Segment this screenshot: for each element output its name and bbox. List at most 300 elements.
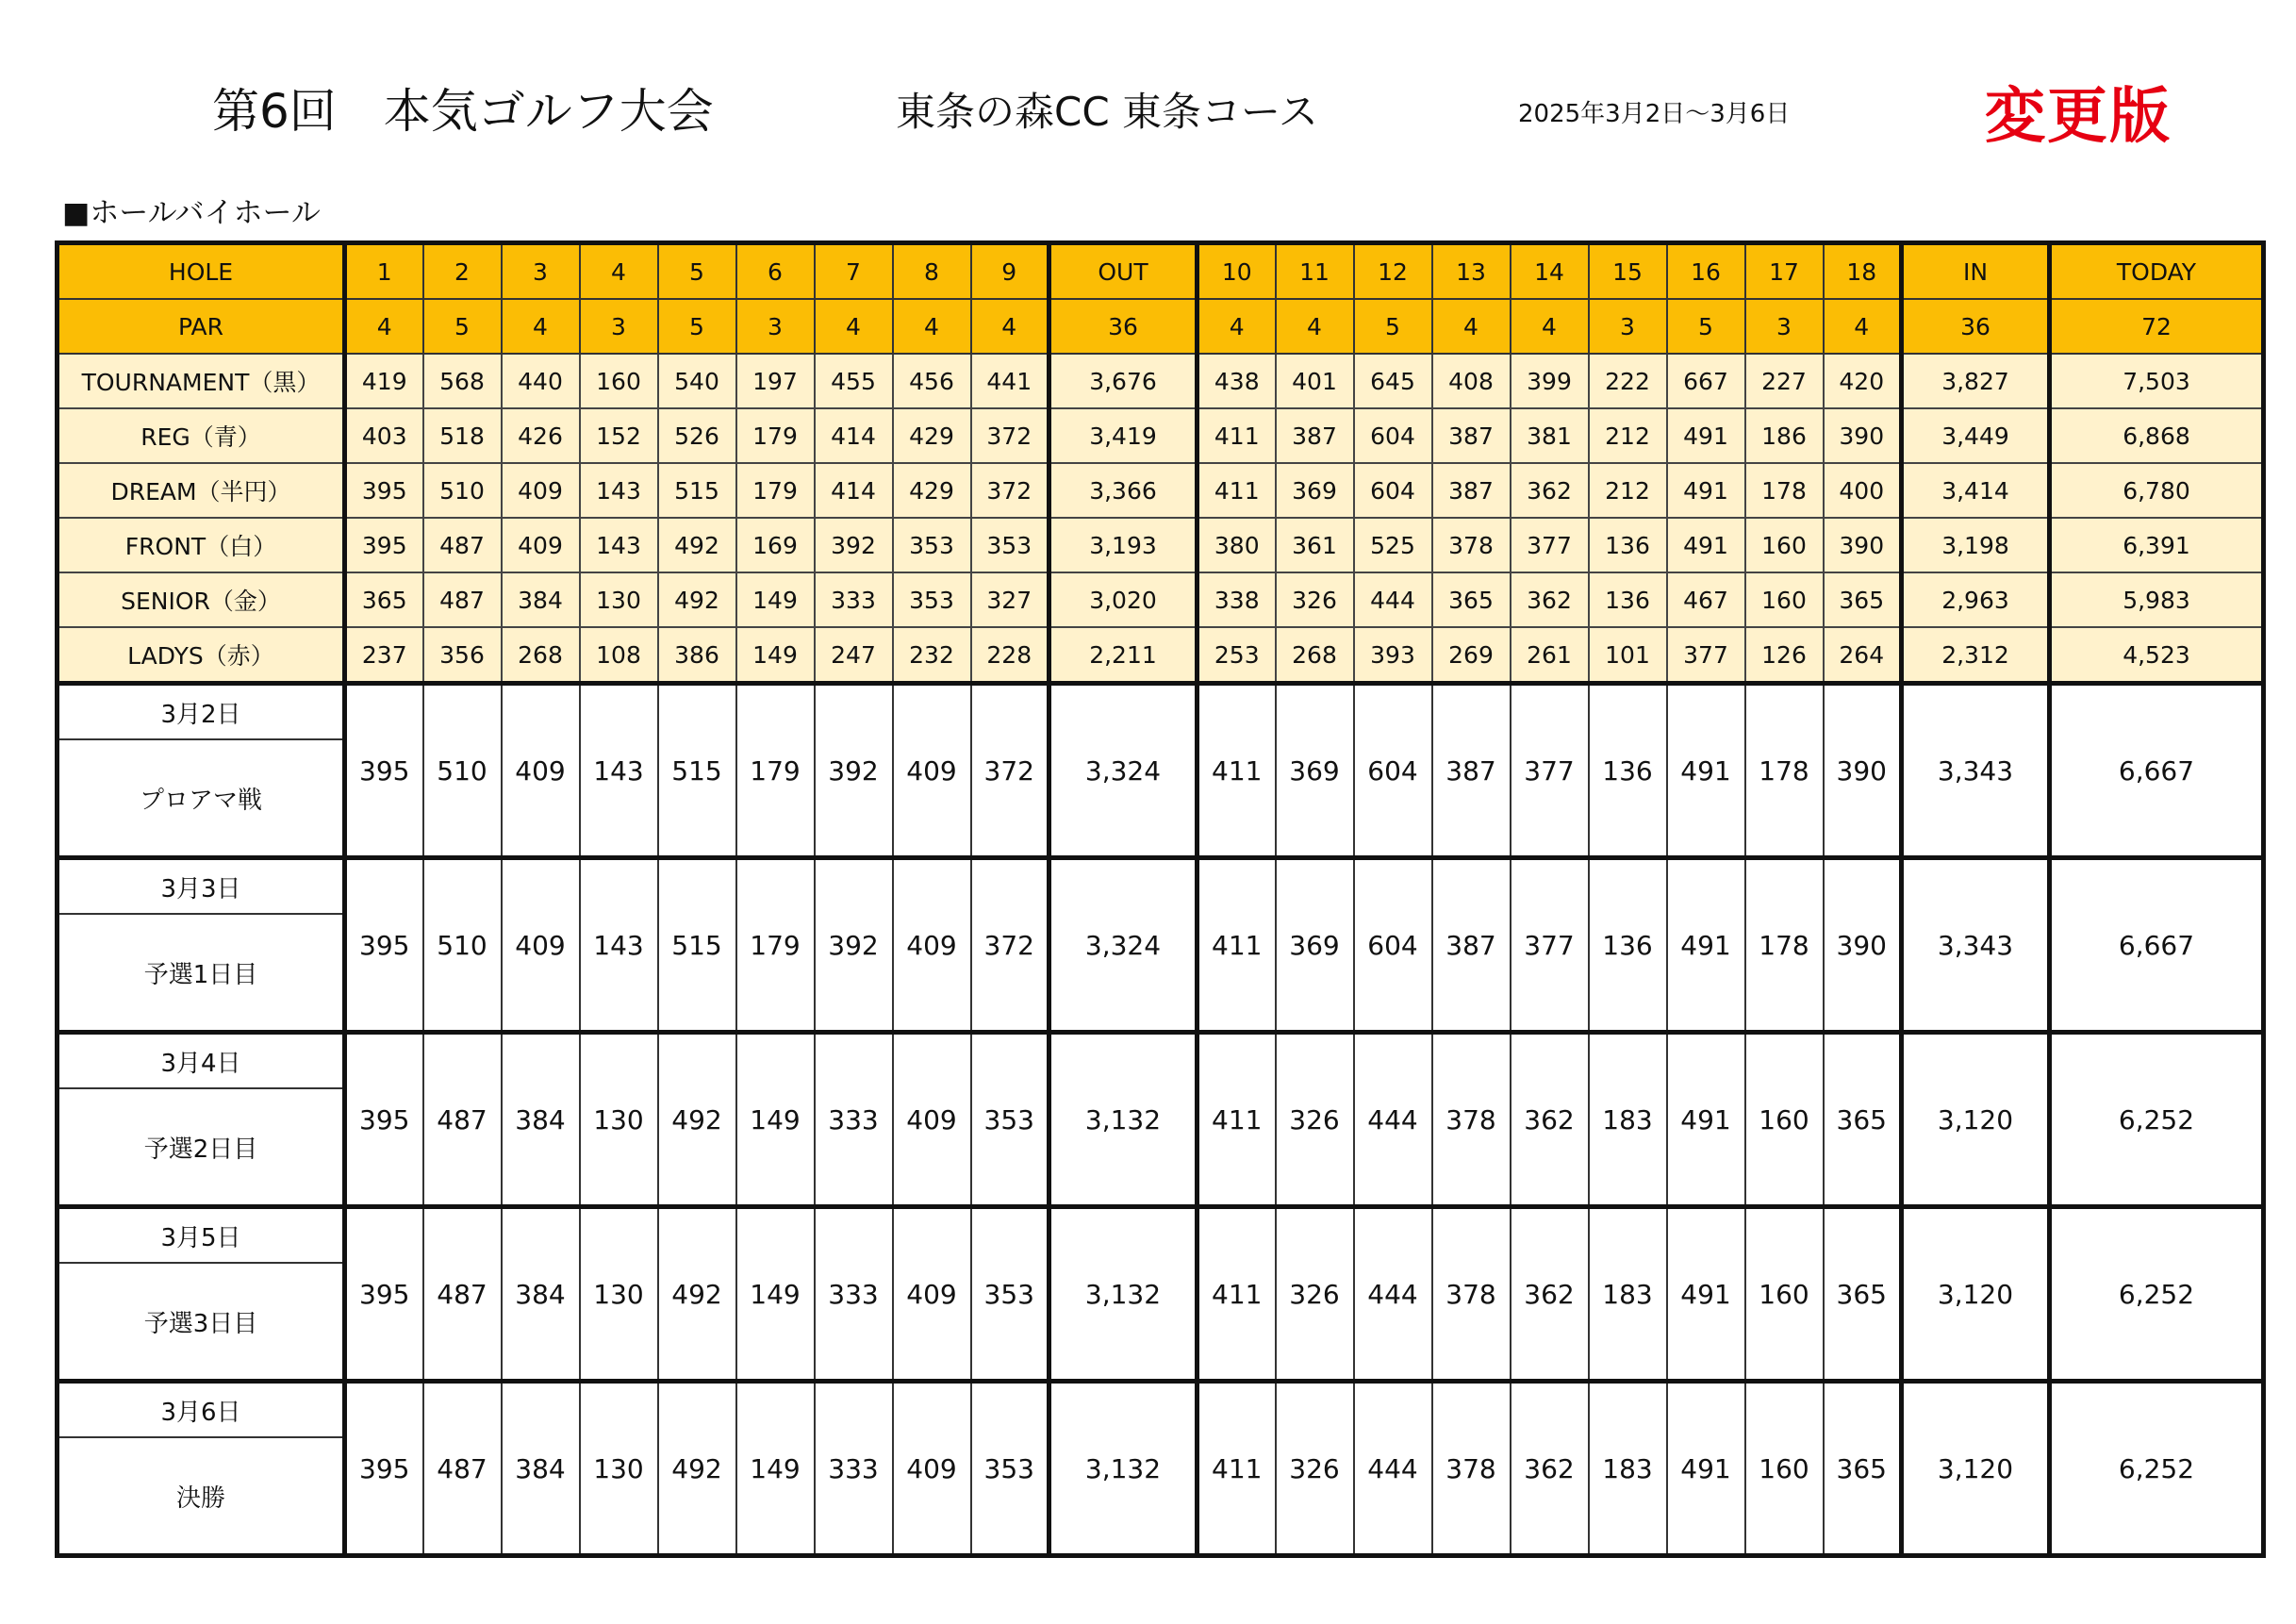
yardage-hole-14: 362 [1511, 572, 1589, 627]
yardage-hole-13: 387 [1432, 463, 1511, 518]
day-yardage-hole-5: 492 [658, 1033, 736, 1207]
yardage-out: 3,676 [1049, 354, 1198, 408]
col-header-hole-15: 15 [1589, 243, 1667, 300]
day-yardage-hole-2: 487 [423, 1033, 502, 1207]
day-yardage-hole-13: 378 [1432, 1382, 1511, 1556]
day-row [58, 858, 2264, 915]
day-yardage-hole-16: 491 [1667, 1207, 1745, 1382]
revised-edition-badge: 変更版 [1985, 82, 2172, 152]
day-yardage-hole-16: 491 [1667, 858, 1745, 1033]
col-header-hole-12: 12 [1354, 243, 1432, 300]
yardage-hole-12: 525 [1354, 518, 1432, 572]
day-row [58, 1033, 2264, 1089]
day-yardage-hole-4: 143 [580, 684, 658, 858]
yardage-hole-15: 136 [1589, 572, 1667, 627]
yardage-hole-2: 356 [423, 627, 502, 684]
col-header-hole-1: 1 [345, 243, 423, 300]
day-yardage-hole-13: 387 [1432, 684, 1511, 858]
day-yardage-today: 6,252 [2050, 1033, 2264, 1207]
day-yardage-hole-2: 487 [423, 1382, 502, 1556]
yardage-hole-6: 169 [736, 518, 815, 572]
yardage-hole-15: 212 [1589, 463, 1667, 518]
yardage-hole-12: 604 [1354, 463, 1432, 518]
par-today: 72 [2050, 299, 2264, 354]
yardage-today: 5,983 [2050, 572, 2264, 627]
round-name: 予選3日目 [58, 1263, 345, 1382]
yardage-hole-15: 222 [1589, 354, 1667, 408]
col-header-hole-13: 13 [1432, 243, 1511, 300]
yardage-hole-8: 232 [893, 627, 971, 684]
yardage-hole-15: 212 [1589, 408, 1667, 463]
yardage-hole-13: 269 [1432, 627, 1511, 684]
yardage-hole-12: 393 [1354, 627, 1432, 684]
yardage-hole-17: 126 [1745, 627, 1824, 684]
day-yardage-hole-11: 326 [1276, 1033, 1354, 1207]
day-yardage-in: 3,120 [1902, 1382, 2050, 1556]
yardage-hole-1: 419 [345, 354, 423, 408]
day-yardage-hole-7: 392 [815, 684, 893, 858]
day-yardage-hole-10: 411 [1198, 858, 1276, 1033]
day-yardage-hole-3: 384 [502, 1033, 580, 1207]
yardage-hole-18: 400 [1824, 463, 1902, 518]
day-yardage-hole-3: 384 [502, 1207, 580, 1382]
par-hole-9: 4 [971, 299, 1049, 354]
yardage-hole-2: 487 [423, 572, 502, 627]
day-yardage-hole-17: 178 [1745, 684, 1824, 858]
day-yardage-today: 6,252 [2050, 1207, 2264, 1382]
par-label: PAR [58, 299, 345, 354]
yardage-hole-4: 152 [580, 408, 658, 463]
section-heading: ■ホールバイホール [62, 196, 321, 230]
day-yardage-in: 3,343 [1902, 858, 2050, 1033]
yardage-hole-10: 253 [1198, 627, 1276, 684]
day-yardage-hole-8: 409 [893, 684, 971, 858]
day-yardage-hole-8: 409 [893, 858, 971, 1033]
par-hole-10: 4 [1198, 299, 1276, 354]
day-yardage-hole-11: 326 [1276, 1382, 1354, 1556]
yardage-hole-12: 645 [1354, 354, 1432, 408]
yardage-hole-7: 414 [815, 408, 893, 463]
yardage-hole-5: 540 [658, 354, 736, 408]
yardage-hole-16: 491 [1667, 518, 1745, 572]
par-in: 36 [1902, 299, 2050, 354]
day-yardage-hole-5: 515 [658, 684, 736, 858]
col-header-hole-9: 9 [971, 243, 1049, 300]
yardage-hole-2: 487 [423, 518, 502, 572]
yardage-hole-17: 178 [1745, 463, 1824, 518]
yardage-in: 2,963 [1902, 572, 2050, 627]
yardage-today: 4,523 [2050, 627, 2264, 684]
col-header-in: IN [1902, 243, 2050, 300]
tee-row [58, 354, 2264, 408]
yardage-out: 3,419 [1049, 408, 1198, 463]
day-yardage-hole-15: 183 [1589, 1382, 1667, 1556]
day-yardage-hole-15: 183 [1589, 1207, 1667, 1382]
yardage-hole-11: 387 [1276, 408, 1354, 463]
day-yardage-today: 6,667 [2050, 858, 2264, 1033]
day-yardage-hole-10: 411 [1198, 684, 1276, 858]
yardage-hole-5: 526 [658, 408, 736, 463]
par-hole-18: 4 [1824, 299, 1902, 354]
round-name: 決勝 [58, 1437, 345, 1556]
yardage-hole-7: 392 [815, 518, 893, 572]
yardage-hole-17: 227 [1745, 354, 1824, 408]
day-yardage-hole-13: 378 [1432, 1207, 1511, 1382]
col-header-hole-3: 3 [502, 243, 580, 300]
day-yardage-hole-18: 365 [1824, 1207, 1902, 1382]
yardage-hole-10: 411 [1198, 408, 1276, 463]
day-yardage-hole-2: 487 [423, 1207, 502, 1382]
col-header-out: OUT [1049, 243, 1198, 300]
day-yardage-hole-9: 353 [971, 1207, 1049, 1382]
day-yardage-hole-9: 353 [971, 1382, 1049, 1556]
day-yardage-in: 3,120 [1902, 1207, 2050, 1382]
day-yardage-hole-11: 326 [1276, 1207, 1354, 1382]
tee-label: LADYS（赤） [58, 627, 345, 684]
day-date: 3月5日 [58, 1207, 345, 1264]
yardage-hole-14: 261 [1511, 627, 1589, 684]
yardage-hole-16: 467 [1667, 572, 1745, 627]
yardage-in: 3,198 [1902, 518, 2050, 572]
day-yardage-hole-13: 378 [1432, 1033, 1511, 1207]
col-header-hole-17: 17 [1745, 243, 1824, 300]
day-yardage-hole-5: 492 [658, 1382, 736, 1556]
par-hole-7: 4 [815, 299, 893, 354]
day-yardage-hole-13: 387 [1432, 858, 1511, 1033]
yardage-hole-9: 441 [971, 354, 1049, 408]
yardage-hole-17: 186 [1745, 408, 1824, 463]
day-yardage-hole-12: 444 [1354, 1033, 1432, 1207]
venue-name: 東条の森CC 東条コース [896, 89, 1318, 135]
day-yardage-hole-11: 369 [1276, 684, 1354, 858]
day-yardage-hole-17: 160 [1745, 1207, 1824, 1382]
yardage-in: 2,312 [1902, 627, 2050, 684]
yardage-hole-17: 160 [1745, 518, 1824, 572]
yardage-hole-6: 179 [736, 463, 815, 518]
day-date: 3月2日 [58, 684, 345, 740]
yardage-hole-16: 377 [1667, 627, 1745, 684]
day-yardage-hole-14: 362 [1511, 1382, 1589, 1556]
tee-label: SENIOR（金） [58, 572, 345, 627]
yardage-hole-9: 327 [971, 572, 1049, 627]
day-yardage-out: 3,132 [1049, 1207, 1198, 1382]
yardage-hole-3: 268 [502, 627, 580, 684]
tee-row [58, 627, 2264, 684]
col-header-hole-18: 18 [1824, 243, 1902, 300]
day-yardage-hole-18: 390 [1824, 858, 1902, 1033]
day-yardage-hole-15: 136 [1589, 684, 1667, 858]
round-name: 予選2日目 [58, 1088, 345, 1207]
day-yardage-hole-7: 333 [815, 1382, 893, 1556]
day-yardage-hole-1: 395 [345, 1033, 423, 1207]
par-hole-14: 4 [1511, 299, 1589, 354]
yardage-hole-4: 108 [580, 627, 658, 684]
yardage-hole-9: 372 [971, 408, 1049, 463]
day-yardage-hole-10: 411 [1198, 1033, 1276, 1207]
day-yardage-in: 3,343 [1902, 684, 2050, 858]
day-yardage-hole-10: 411 [1198, 1382, 1276, 1556]
day-yardage-hole-3: 384 [502, 1382, 580, 1556]
yardage-hole-16: 491 [1667, 408, 1745, 463]
par-hole-17: 3 [1745, 299, 1824, 354]
yardage-hole-14: 377 [1511, 518, 1589, 572]
day-yardage-hole-1: 395 [345, 858, 423, 1033]
par-hole-3: 4 [502, 299, 580, 354]
yardage-hole-14: 399 [1511, 354, 1589, 408]
day-yardage-out: 3,132 [1049, 1382, 1198, 1556]
yardage-out: 3,020 [1049, 572, 1198, 627]
yardage-hole-10: 411 [1198, 463, 1276, 518]
day-yardage-hole-10: 411 [1198, 1207, 1276, 1382]
day-yardage-hole-12: 444 [1354, 1382, 1432, 1556]
yardage-hole-6: 149 [736, 627, 815, 684]
yardage-hole-8: 429 [893, 463, 971, 518]
yardage-hole-3: 409 [502, 518, 580, 572]
day-yardage-today: 6,252 [2050, 1382, 2264, 1556]
day-yardage-hole-17: 160 [1745, 1382, 1824, 1556]
yardage-hole-5: 492 [658, 518, 736, 572]
par-hole-13: 4 [1432, 299, 1511, 354]
yardage-hole-3: 440 [502, 354, 580, 408]
day-yardage-hole-14: 362 [1511, 1033, 1589, 1207]
day-yardage-out: 3,324 [1049, 858, 1198, 1033]
day-yardage-hole-16: 491 [1667, 1033, 1745, 1207]
day-yardage-hole-17: 160 [1745, 1033, 1824, 1207]
yardage-hole-13: 378 [1432, 518, 1511, 572]
tee-row [58, 572, 2264, 627]
yardage-hole-4: 130 [580, 572, 658, 627]
day-yardage-today: 6,667 [2050, 684, 2264, 858]
yardage-in: 3,827 [1902, 354, 2050, 408]
day-yardage-hole-14: 377 [1511, 684, 1589, 858]
yardage-hole-12: 444 [1354, 572, 1432, 627]
yardage-hole-9: 228 [971, 627, 1049, 684]
tee-row [58, 463, 2264, 518]
day-yardage-hole-12: 604 [1354, 684, 1432, 858]
tee-label: FRONT（白） [58, 518, 345, 572]
day-yardage-hole-7: 333 [815, 1033, 893, 1207]
col-header-hole-6: 6 [736, 243, 815, 300]
yardage-hole-7: 333 [815, 572, 893, 627]
yardage-hole-2: 510 [423, 463, 502, 518]
day-yardage-hole-6: 179 [736, 684, 815, 858]
yardage-hole-5: 386 [658, 627, 736, 684]
yardage-hole-16: 491 [1667, 463, 1745, 518]
yardage-hole-18: 264 [1824, 627, 1902, 684]
yardage-hole-3: 409 [502, 463, 580, 518]
day-date: 3月3日 [58, 858, 345, 915]
day-yardage-hole-1: 395 [345, 1382, 423, 1556]
yardage-hole-8: 429 [893, 408, 971, 463]
par-hole-1: 4 [345, 299, 423, 354]
hole-header-row [58, 243, 2264, 300]
yardage-hole-1: 237 [345, 627, 423, 684]
day-yardage-hole-18: 365 [1824, 1382, 1902, 1556]
par-hole-4: 3 [580, 299, 658, 354]
day-yardage-hole-4: 130 [580, 1382, 658, 1556]
yardage-hole-1: 403 [345, 408, 423, 463]
day-yardage-out: 3,324 [1049, 684, 1198, 858]
yardage-hole-3: 384 [502, 572, 580, 627]
yardage-hole-9: 372 [971, 463, 1049, 518]
tee-label: TOURNAMENT（黒） [58, 354, 345, 408]
day-yardage-hole-12: 444 [1354, 1207, 1432, 1382]
yardage-hole-6: 179 [736, 408, 815, 463]
par-hole-6: 3 [736, 299, 815, 354]
par-out: 36 [1049, 299, 1198, 354]
yardage-hole-7: 455 [815, 354, 893, 408]
day-yardage-hole-18: 390 [1824, 684, 1902, 858]
day-yardage-hole-3: 409 [502, 684, 580, 858]
yardage-out: 2,211 [1049, 627, 1198, 684]
day-yardage-hole-6: 149 [736, 1207, 815, 1382]
yardage-hole-10: 338 [1198, 572, 1276, 627]
day-yardage-hole-8: 409 [893, 1207, 971, 1382]
yardage-hole-7: 247 [815, 627, 893, 684]
yardage-hole-11: 326 [1276, 572, 1354, 627]
yardage-hole-5: 515 [658, 463, 736, 518]
yardage-hole-11: 268 [1276, 627, 1354, 684]
yardage-hole-4: 143 [580, 463, 658, 518]
day-yardage-hole-6: 149 [736, 1033, 815, 1207]
par-row [58, 299, 2264, 354]
day-yardage-hole-9: 372 [971, 684, 1049, 858]
par-hole-16: 5 [1667, 299, 1745, 354]
col-header-hole-11: 11 [1276, 243, 1354, 300]
yardage-hole-8: 353 [893, 572, 971, 627]
yardage-hole-17: 160 [1745, 572, 1824, 627]
day-yardage-hole-14: 362 [1511, 1207, 1589, 1382]
yardage-hole-5: 492 [658, 572, 736, 627]
yardage-hole-6: 149 [736, 572, 815, 627]
day-yardage-in: 3,120 [1902, 1033, 2050, 1207]
col-header-hole-7: 7 [815, 243, 893, 300]
yardage-hole-2: 518 [423, 408, 502, 463]
day-yardage-hole-17: 178 [1745, 858, 1824, 1033]
tee-label: DREAM（半円） [58, 463, 345, 518]
day-yardage-hole-3: 409 [502, 858, 580, 1033]
par-hole-11: 4 [1276, 299, 1354, 354]
yardage-hole-6: 197 [736, 354, 815, 408]
par-hole-12: 5 [1354, 299, 1432, 354]
day-yardage-hole-7: 333 [815, 1207, 893, 1382]
yardage-hole-3: 426 [502, 408, 580, 463]
yardage-hole-13: 408 [1432, 354, 1511, 408]
yardage-hole-4: 160 [580, 354, 658, 408]
yardage-hole-1: 395 [345, 463, 423, 518]
par-hole-5: 5 [658, 299, 736, 354]
col-header-hole-16: 16 [1667, 243, 1745, 300]
day-yardage-hole-4: 143 [580, 858, 658, 1033]
yardage-hole-10: 380 [1198, 518, 1276, 572]
yardage-hole-18: 390 [1824, 408, 1902, 463]
yardage-hole-14: 362 [1511, 463, 1589, 518]
day-row [58, 1207, 2264, 1264]
yardage-hole-18: 390 [1824, 518, 1902, 572]
yardage-hole-15: 101 [1589, 627, 1667, 684]
day-yardage-hole-8: 409 [893, 1382, 971, 1556]
yardage-hole-13: 365 [1432, 572, 1511, 627]
col-header-today: TODAY [2050, 243, 2264, 300]
day-yardage-hole-14: 377 [1511, 858, 1589, 1033]
day-date: 3月6日 [58, 1382, 345, 1438]
day-yardage-hole-18: 365 [1824, 1033, 1902, 1207]
tournament-dates: 2025年3月2日～3月6日 [1518, 100, 1791, 128]
par-hole-2: 5 [423, 299, 502, 354]
col-header-hole-14: 14 [1511, 243, 1589, 300]
tee-row [58, 518, 2264, 572]
yardage-hole-11: 369 [1276, 463, 1354, 518]
day-yardage-hole-4: 130 [580, 1207, 658, 1382]
day-yardage-hole-5: 492 [658, 1207, 736, 1382]
day-yardage-hole-15: 183 [1589, 1033, 1667, 1207]
day-yardage-hole-4: 130 [580, 1033, 658, 1207]
col-header-hole-4: 4 [580, 243, 658, 300]
yardage-today: 6,868 [2050, 408, 2264, 463]
round-name: プロアマ戦 [58, 739, 345, 858]
yardage-hole-15: 136 [1589, 518, 1667, 572]
round-name: 予選1日目 [58, 914, 345, 1033]
day-yardage-hole-6: 149 [736, 1382, 815, 1556]
day-yardage-hole-1: 395 [345, 1207, 423, 1382]
day-yardage-hole-2: 510 [423, 684, 502, 858]
yardage-hole-8: 456 [893, 354, 971, 408]
day-yardage-hole-15: 136 [1589, 858, 1667, 1033]
yardage-hole-11: 401 [1276, 354, 1354, 408]
yardage-today: 7,503 [2050, 354, 2264, 408]
yardage-hole-16: 667 [1667, 354, 1745, 408]
yardage-hole-9: 353 [971, 518, 1049, 572]
day-date: 3月4日 [58, 1033, 345, 1089]
yardage-hole-4: 143 [580, 518, 658, 572]
yardage-out: 3,193 [1049, 518, 1198, 572]
yardage-today: 6,391 [2050, 518, 2264, 572]
day-row [58, 1382, 2264, 1438]
col-header-hole-2: 2 [423, 243, 502, 300]
col-header-hole-5: 5 [658, 243, 736, 300]
page-title: 第6回 本気ゴルフ大会 [212, 84, 714, 139]
yardage-hole-13: 387 [1432, 408, 1511, 463]
day-yardage-hole-9: 372 [971, 858, 1049, 1033]
day-yardage-hole-1: 395 [345, 684, 423, 858]
yardage-hole-8: 353 [893, 518, 971, 572]
yardage-hole-10: 438 [1198, 354, 1276, 408]
par-hole-8: 4 [893, 299, 971, 354]
col-header-hole-8: 8 [893, 243, 971, 300]
yardage-in: 3,414 [1902, 463, 2050, 518]
hole-by-hole-table [55, 240, 2266, 1558]
yardage-hole-11: 361 [1276, 518, 1354, 572]
day-yardage-hole-16: 491 [1667, 684, 1745, 858]
yardage-hole-1: 395 [345, 518, 423, 572]
par-hole-15: 3 [1589, 299, 1667, 354]
day-yardage-hole-8: 409 [893, 1033, 971, 1207]
day-yardage-hole-6: 179 [736, 858, 815, 1033]
day-yardage-out: 3,132 [1049, 1033, 1198, 1207]
yardage-hole-7: 414 [815, 463, 893, 518]
day-yardage-hole-16: 491 [1667, 1382, 1745, 1556]
yardage-hole-2: 568 [423, 354, 502, 408]
yardage-hole-18: 420 [1824, 354, 1902, 408]
day-yardage-hole-12: 604 [1354, 858, 1432, 1033]
day-yardage-hole-2: 510 [423, 858, 502, 1033]
yardage-out: 3,366 [1049, 463, 1198, 518]
yardage-hole-18: 365 [1824, 572, 1902, 627]
yardage-hole-12: 604 [1354, 408, 1432, 463]
tee-row [58, 408, 2264, 463]
hole-label: HOLE [58, 243, 345, 300]
day-row [58, 684, 2264, 740]
